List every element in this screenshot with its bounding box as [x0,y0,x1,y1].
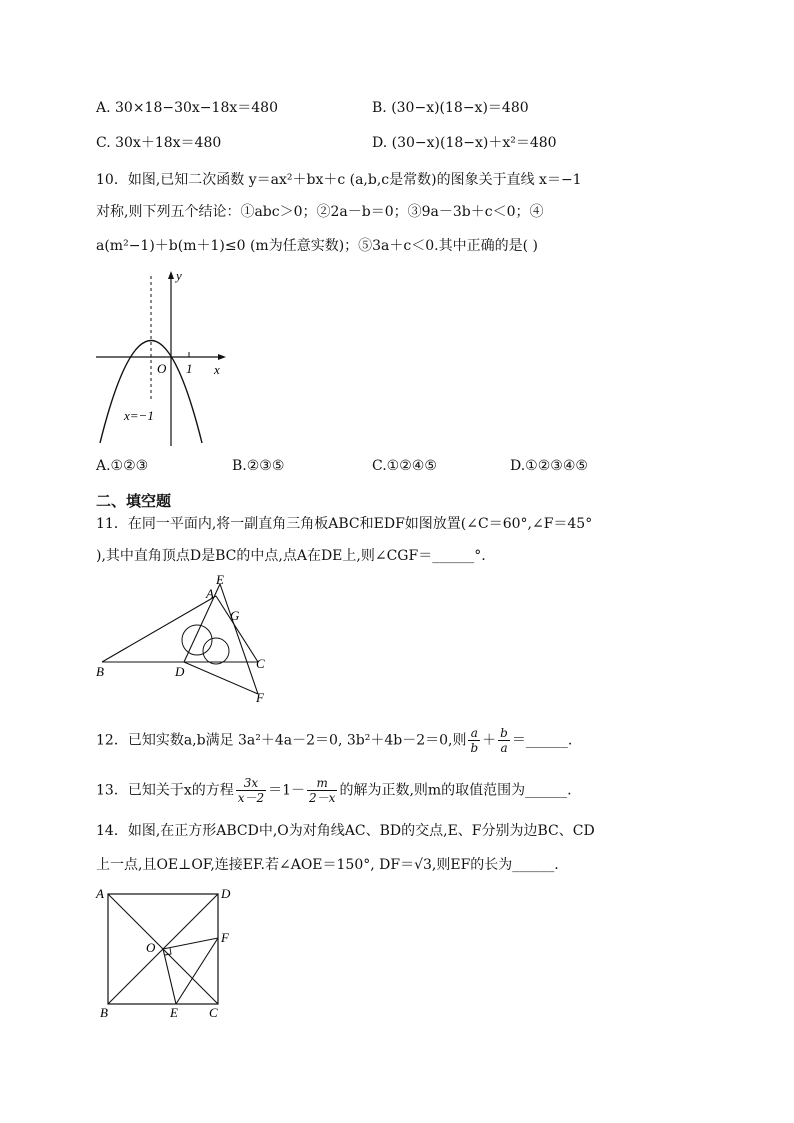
q10-origin-label: O [157,361,167,376]
q12-prefix: 12．已知实数a,b满足 3a²＋4a－2＝0, 3b²＋4b－2＝0,则 [96,732,467,749]
q10-x-label: x [214,362,220,377]
q12-line [96,726,572,755]
q11-label-f: F [256,690,264,704]
q9-option-b: B. (30−x)(18−x)＝480 [372,100,529,116]
q12-frac2-den: a [500,741,508,755]
q11-label-c: C [256,656,265,671]
q10-line-2: 对称,则下列五个结论：①abc＞0；②2a－b＝0；③9a－3b＋c＜0；④ [96,204,544,220]
q10-option-a: A.①②③ [96,458,149,474]
q13-frac2-num: m [307,776,337,791]
q9-option-a: A. 30×18−30x−18x＝480 [96,100,278,116]
q14-label-c: C [209,1005,218,1020]
q10-option-b: B.②③⑤ [232,458,285,474]
q10-axis-label: x=−1 [124,408,154,423]
q14-square-figure [94,884,244,1020]
q12-frac1-num: a [468,726,480,741]
section-title: 二、填空题 [96,492,172,510]
q14-label-a: A [96,886,104,901]
q14-line-1: 14．如图,在正方形ABCD中,O为对角线AC、BD的交点,E、F分别为边BC、CD [96,823,595,839]
q11-label-b: B [96,664,104,679]
q12-suffix: ＝______. [511,732,573,749]
q12-fraction-1 [468,726,480,755]
q10-parabola-figure [94,268,234,448]
q10-option-d: D.①②③④⑤ [510,458,588,474]
q10-line-3: a(m²−1)＋b(m＋1)≤0 (m为任意实数)；⑤3a＋c＜0.其中正确的是( ) [96,238,538,254]
q9-option-d: D. (30−x)(18−x)＋x²＝480 [372,135,557,151]
q13-fraction-2 [307,776,337,805]
q14-label-d: D [221,886,231,901]
q13-suffix: 的解为正数,则m的取值范围为______. [339,782,572,799]
q14-label-o: O [146,940,156,955]
q13-prefix: 13．已知关于x的方程 [96,782,234,799]
q11-line-1: 11．在同一平面内,将一副直角三角板ABC和EDF如图放置(∠C＝60°,∠F＝45° [96,516,593,532]
q12-frac1-den: b [470,741,479,755]
q9-option-c: C. 30x＋18x＝480 [96,135,222,151]
q14-label-e: E [170,1005,178,1020]
q13-mid: ＝1－ [268,782,306,799]
q11-label-a: A [206,586,214,601]
q13-frac2-den: 2－x [309,791,336,805]
q13-line [96,776,572,805]
q11-label-e: E [216,572,224,587]
q14-label-b: B [100,1005,108,1020]
q10-option-c: C.①②④⑤ [372,458,437,474]
q14-label-f: F [221,930,229,945]
q13-frac1-den: x－2 [237,791,265,805]
q11-line-2: ),其中直角顶点D是BC的中点,点A在DE上,则∠CGF＝______°. [96,548,486,564]
q13-frac1-num: 3x [236,776,266,791]
q10-y-label: y [176,268,182,283]
q12-frac2-num: b [500,726,508,740]
q12-plus: ＋ [482,732,497,749]
q11-triangles-figure [92,572,282,704]
q10-line-1: 10．如图,已知二次函数 y＝ax²＋bx＋c (a,b,c是常数)的图象关于直线 x＝−1 [96,172,582,188]
q12-fraction-2 [498,726,510,755]
q11-label-g: G [230,608,240,623]
q11-label-d: D [175,664,185,679]
q14-line-2: 上一点,且OE⊥OF,连接EF.若∠AOE＝150°, DF＝√3,则EF的长为______. [96,857,559,873]
q10-one-label: 1 [186,361,193,376]
q13-fraction-1 [236,776,266,805]
